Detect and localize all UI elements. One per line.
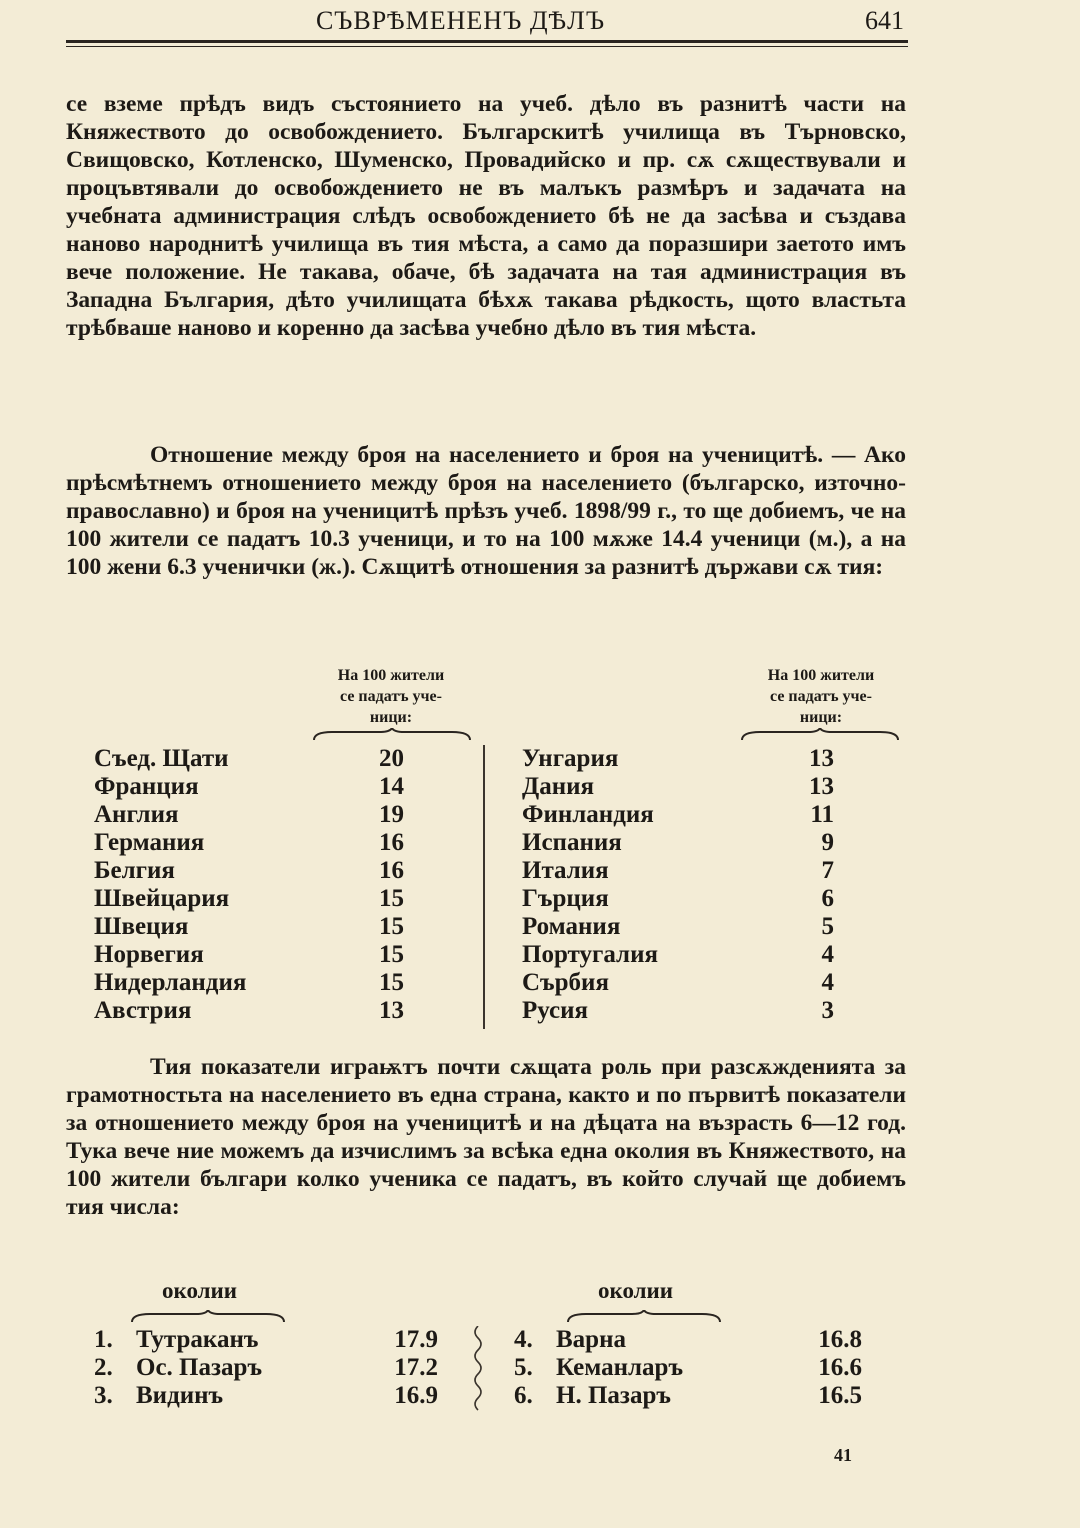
district-name: Тутраканъ xyxy=(136,1326,259,1353)
table-row: Италия xyxy=(522,857,609,884)
table-cell: 15 xyxy=(379,885,404,912)
table-column-header-left xyxy=(296,665,486,728)
table-divider xyxy=(483,745,485,1029)
brace-left xyxy=(312,728,472,742)
paragraph-2-body: — Ако прѣсмѣтнемъ отношението между броя на населението (българско, източно-православно) и броя на ученицитѣ прѣзъ учеб. 1898/99 г., то ще добиемъ, че на 100 жители се падатъ 10.3 ученици, и то на 100 мѫже 14.4 ученици (м.), а на 100 жени 6.3 ученички (ж.). Сѫщитѣ отношения за разнитѣ държави сѫ тия: xyxy=(66,442,906,580)
table-row: Португалия xyxy=(522,941,658,968)
district-number: 4. xyxy=(514,1326,533,1353)
district-name: Видинъ xyxy=(136,1382,224,1409)
district-name: Н. Пазаръ xyxy=(556,1382,671,1409)
table-row: Норвегия xyxy=(94,941,204,968)
table-row: Романия xyxy=(522,913,621,940)
header-line: ници: xyxy=(369,709,413,726)
table-cell: 5 xyxy=(821,913,834,940)
table-row: Нидерландия xyxy=(94,969,247,996)
table-cell: 13 xyxy=(809,773,834,800)
table-row: Дания xyxy=(522,773,595,800)
table-row: Австрия xyxy=(94,997,192,1024)
header-line: На 100 жители xyxy=(767,667,875,684)
district-value: 17.2 xyxy=(394,1354,438,1381)
paragraph-2 xyxy=(66,441,906,581)
wavy-divider xyxy=(470,1326,486,1412)
running-head xyxy=(66,4,908,38)
table-row: Швейцария xyxy=(94,885,230,912)
district-name: Варна xyxy=(556,1326,626,1353)
table-cell: 4 xyxy=(821,969,834,996)
table-cell: 19 xyxy=(379,801,404,828)
table-cell: 13 xyxy=(379,997,404,1024)
table-row: Англия xyxy=(94,801,179,828)
district-value: 16.5 xyxy=(818,1382,862,1409)
table-cell: 14 xyxy=(379,773,404,800)
district-number: 5. xyxy=(514,1354,533,1381)
table-row: Швеция xyxy=(94,913,189,940)
brace-district-left xyxy=(130,1310,286,1324)
running-head-title: СЪВРѢМЕНЕНЪ ДѢЛЪ xyxy=(316,6,606,35)
table-cell: 4 xyxy=(821,941,834,968)
table-cell: 6 xyxy=(821,885,834,912)
table-cell: 20 xyxy=(379,745,404,772)
brace-district-right xyxy=(566,1310,722,1324)
table-cell: 11 xyxy=(810,801,834,828)
paragraph-3: Тия показатели играѭтъ почти сѫщата роль при разсѫжденията за грамотностьта на населението въ една страна, както и по първитѣ показатели за отношението между броя на ученицитѣ и на дѣцата на възрасть 6—12 год. Тука вече ние можемъ да изчислимъ за всѣка една околия въ Княжеството, на 100 жители българи колко ученика се падатъ, въ който случай ще добиемъ тия числа: xyxy=(66,1054,906,1220)
table-row: Гърция xyxy=(522,885,609,912)
table-row: Германия xyxy=(94,829,205,856)
table-cell: 15 xyxy=(379,913,404,940)
table-cell: 15 xyxy=(379,941,404,968)
district-name: Ос. Пазаръ xyxy=(136,1354,263,1381)
table-row: Белгия xyxy=(94,857,175,884)
page-number: 641 xyxy=(865,6,904,35)
district-number: 1. xyxy=(94,1326,113,1353)
table-row: Финландия xyxy=(522,801,654,828)
table-cell: 15 xyxy=(379,969,404,996)
district-number: 6. xyxy=(514,1382,533,1409)
district-value: 16.8 xyxy=(818,1326,862,1353)
district-number: 3. xyxy=(94,1382,113,1409)
table-cell: 3 xyxy=(821,997,834,1024)
table-cell: 9 xyxy=(821,829,834,856)
district-value: 16.9 xyxy=(394,1382,438,1409)
table-row: Испания xyxy=(522,829,622,856)
brace-right xyxy=(740,728,900,742)
table-cell: 13 xyxy=(809,745,834,772)
table-row: Франция xyxy=(94,773,199,800)
header-line: На 100 жители xyxy=(337,667,445,684)
table-row: Унгария xyxy=(522,745,619,772)
header-line: се падатъ уче- xyxy=(770,688,872,705)
header-line: ници: xyxy=(799,709,843,726)
signature-mark: 41 xyxy=(834,1445,852,1465)
district-number: 2. xyxy=(94,1354,113,1381)
table-cell: 16 xyxy=(379,857,404,884)
district-value: 16.6 xyxy=(818,1354,862,1381)
header-line: се падатъ уче- xyxy=(340,688,442,705)
table-cell: 16 xyxy=(379,829,404,856)
table-row: Сърбия xyxy=(522,969,609,996)
table-row: Русия xyxy=(522,997,589,1024)
table-cell: 7 xyxy=(821,857,834,884)
header-rule xyxy=(66,40,908,43)
district-value: 17.9 xyxy=(394,1326,438,1353)
table-row: Съед. Щати xyxy=(94,745,229,772)
paragraph-1: се вземе прѣдъ видъ състоянието на учеб. дѣло въ разнитѣ части на Княжеството до освобождението. Българскитѣ училища въ Търновско, Свищовско, Котленско, Шуменско, Провадийско и пр. сѫ сѫществували и процъвтявали до освобождението не въ малъкъ размѣръ и задачата на учебната администрация слѣдъ освобождението бѣ не да засѣва и създава наново народнитѣ училища въ тия мѣста, а само да поразшири заетото имъ вече положение. Не такава, обаче, бѣ задачата на тая администрация въ Западна България, дѣто училищата бѣхѫ такава рѣдкость, щото властьта трѣбваше наново и коренно да засѣва учебно дѣло въ тия мѣста. xyxy=(66,91,906,341)
header-rule-thin xyxy=(66,46,908,47)
table-column-header-right xyxy=(726,665,916,728)
district-header-right: околии xyxy=(598,1278,674,1303)
district-header-left: околии xyxy=(162,1278,238,1303)
district-name: Кеманларъ xyxy=(556,1354,684,1381)
section-heading: Отношение между броя на населението и броя на ученицитѣ. xyxy=(150,442,824,468)
